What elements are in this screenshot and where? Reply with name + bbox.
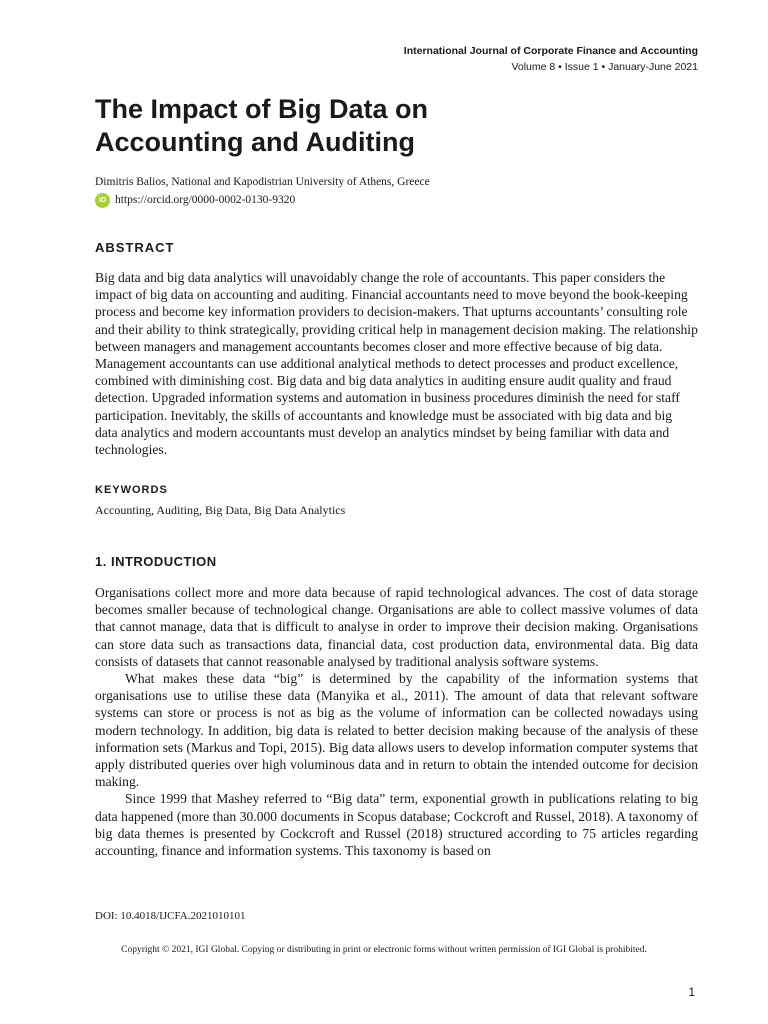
introduction-body: [95, 584, 698, 880]
copyright-notice: Copyright © 2021, IGI Global. Copying or distributing in print or electronic forms without written permission of IGI Global is prohibited.: [121, 945, 647, 955]
paper-title: [95, 93, 655, 159]
introduction-heading: 1. INTRODUCTION: [95, 554, 217, 569]
intro-paragraph-2: What makes these data “big” is determined by the capability of the information systems that organisations use to utilise these data (Manyika et al., 2011). The amount of data that relevant software systems can store or process is not as big as the volume of information can be collected nowadays using modern technology. In addition, big data is related to better decision making because of the analysis of these information sets (Markus and Topi, 2015). Big data allows users to develop information computer systems that apply distributed queries over high voluminous data and in return to obtain the intended outcome for decision making.: [95, 671, 698, 790]
abstract-text: Big data and big data analytics will unavoidably change the role of accountants. This paper considers the impact of big data on accounting and auditing. Financial accountants need to move beyond the book-keeping process and become key information providers to decision-makers. That upturns accountants’ consulting role and their ability to think strategically, providing critical help in management decision making. The relationship between managers and management accountants becomes closer and more effective because of big data. Management accountants can use additional analytical methods to detect processes and product excellence, combined with diminishing cost. Big data and big data analytics in auditing ensure audit quality and fraud detection. Upgraded information systems and automation in business procedures diminish the need for staff participation. Inevitably, the skills of accountants and knowledge must be associated with big data and big data analytics and modern accountants must develop an analytics mindset by being familiar with data and technologies.: [95, 270, 698, 458]
author-byline: Dimitris Balios, National and Kapodistrian University of Athens, Greece: [95, 176, 430, 188]
abstract-heading: ABSTRACT: [95, 240, 175, 255]
orcid-url[interactable]: https://orcid.org/0000-0002-0130-9320: [115, 194, 296, 206]
journal-name: International Journal of Corporate Finance and Accounting: [403, 45, 698, 57]
doi: DOI: 10.4018/IJCFA.2021010101: [95, 910, 246, 922]
orcid-icon: iD: [95, 193, 110, 208]
orcid-link[interactable]: [95, 192, 295, 208]
page-number: 1: [688, 985, 695, 999]
keywords-text: Accounting, Auditing, Big Data, Big Data Analytics: [95, 503, 346, 517]
journal-issue: Volume 8 • Issue 1 • January-June 2021: [511, 61, 698, 73]
intro-paragraph-1: Organisations collect more and more data because of rapid technological advances. The cost of data storage becomes smaller because of technological change. Organisations are able to collect massive volumes of data that cannot manage, data that is difficult to analyse in order to improve their decision making. Organisations can store data such as transactions data, financial data, cost production data, environmental data. Big data consists of datasets that cannot reasonable analysed by traditional analysis software systems.: [95, 585, 698, 669]
title-line-1: The Impact of Big Data on: [95, 94, 429, 124]
keywords-heading: KEYWORDS: [95, 484, 168, 496]
intro-paragraph-3: Since 1999 that Mashey referred to “Big data” term, exponential growth in publications relating to big data happened (more than 30.000 documents in Scopus database; Cockcroft and Russel, 2018). A taxonomy of big data themes is presented by Cockcroft and Russel (2018) structured according to 75 articles regarding accounting, finance and information systems. This taxonomy is based on: [95, 791, 698, 859]
title-line-2: Accounting and Auditing: [95, 127, 415, 157]
